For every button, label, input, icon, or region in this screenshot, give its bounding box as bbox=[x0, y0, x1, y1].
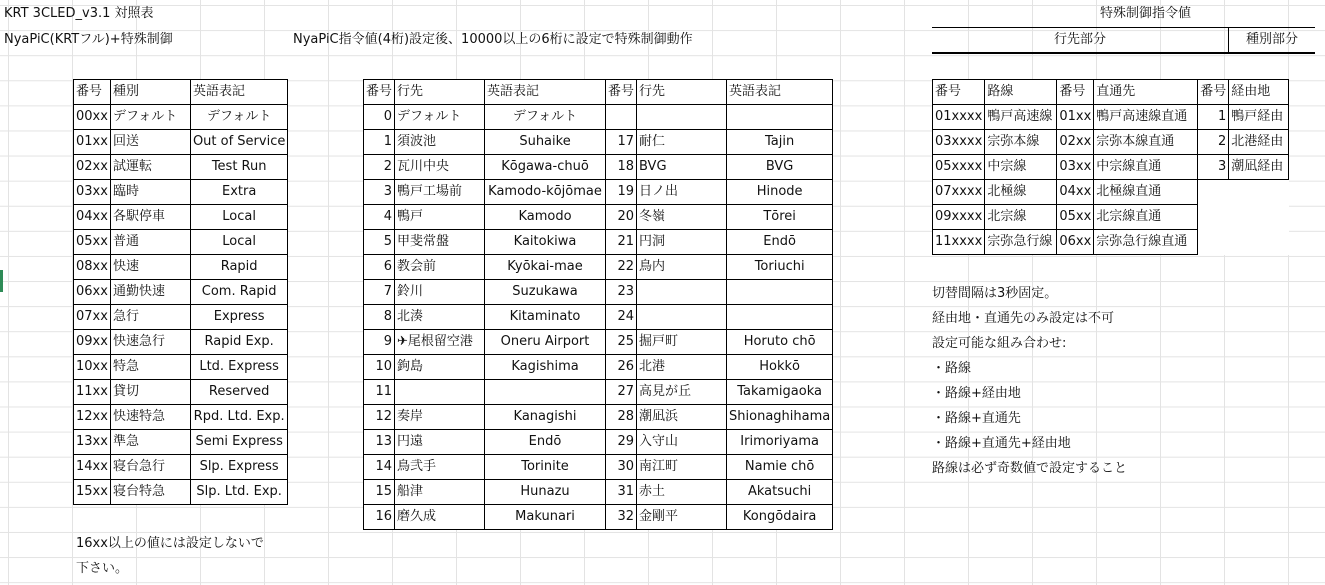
table-cell: 掘戸町 bbox=[637, 330, 727, 355]
table-cell: 快速特急 bbox=[110, 405, 190, 430]
table-cell bbox=[1229, 180, 1289, 205]
table-cell: Semi Express bbox=[190, 430, 287, 455]
table-cell: 各駅停車 bbox=[110, 205, 190, 230]
table-cell bbox=[727, 105, 833, 130]
type-note-line2: 下さい。 bbox=[76, 561, 129, 576]
table-cell: 04xx bbox=[74, 205, 111, 230]
table-cell: 鴨戸高速線 bbox=[985, 105, 1057, 130]
table-row bbox=[364, 255, 833, 280]
column-header: 番号 bbox=[74, 80, 111, 105]
table-row bbox=[364, 330, 833, 355]
table-cell: Kamodo bbox=[485, 205, 606, 230]
table-cell bbox=[637, 105, 727, 130]
table-cell: Kanagishi bbox=[485, 405, 606, 430]
table-cell: Test Run bbox=[190, 155, 287, 180]
table-cell: Hunazu bbox=[485, 480, 606, 505]
table-cell: 03xx bbox=[1057, 155, 1094, 180]
table-row bbox=[74, 380, 288, 405]
table-cell: 27 bbox=[606, 380, 637, 405]
table-cell bbox=[727, 280, 833, 305]
table-cell bbox=[637, 305, 727, 330]
table-row bbox=[364, 180, 833, 205]
column-header: 英語表記 bbox=[485, 80, 606, 105]
table-cell: 鈴川 bbox=[395, 280, 485, 305]
table-row bbox=[74, 430, 288, 455]
table-cell: 03xxxx bbox=[933, 130, 985, 155]
table-cell: 07xx bbox=[74, 305, 111, 330]
table-cell: 6 bbox=[364, 255, 395, 280]
table-cell: 2 bbox=[364, 155, 395, 180]
table-row bbox=[933, 105, 1289, 130]
table-cell: Kitaminato bbox=[485, 305, 606, 330]
table-cell: 甲斐常盤 bbox=[395, 230, 485, 255]
table-cell: 鴨戸工場前 bbox=[395, 180, 485, 205]
column-header: 行先 bbox=[637, 80, 727, 105]
special-type-label: 種別部分 bbox=[1245, 32, 1298, 47]
table-cell: 14 bbox=[364, 455, 395, 480]
table-cell: Out of Service bbox=[190, 130, 287, 155]
table-cell: 須波池 bbox=[395, 130, 485, 155]
table-cell: Slp. Ltd. Exp. bbox=[190, 480, 287, 505]
table-cell: 船津 bbox=[395, 480, 485, 505]
table-cell: Kongōdaira bbox=[727, 505, 833, 530]
table-cell: 北極線直通 bbox=[1094, 180, 1198, 205]
table-cell: 鴨戸高速線直通 bbox=[1094, 105, 1198, 130]
table-row bbox=[364, 205, 833, 230]
table-cell: Ltd. Express bbox=[190, 355, 287, 380]
table-cell: 寝台急行 bbox=[110, 455, 190, 480]
table-cell: 06xx bbox=[74, 280, 111, 305]
table-cell: デフォルト bbox=[395, 105, 485, 130]
table-row bbox=[74, 455, 288, 480]
destination-table bbox=[363, 79, 833, 530]
table-cell: 北宗線直通 bbox=[1094, 205, 1198, 230]
column-header: 英語表記 bbox=[190, 80, 287, 105]
row-marker bbox=[0, 270, 3, 292]
table-cell bbox=[637, 280, 727, 305]
table-cell: Kaitokiwa bbox=[485, 230, 606, 255]
table-cell: 24 bbox=[606, 305, 637, 330]
table-cell: 11 bbox=[364, 380, 395, 405]
table-cell: 潮凪浜 bbox=[637, 405, 727, 430]
table-cell: 09xx bbox=[74, 330, 111, 355]
table-cell: 23 bbox=[606, 280, 637, 305]
table-cell: Kamodo-kōjōmae bbox=[485, 180, 606, 205]
table-cell: 寝台特急 bbox=[110, 480, 190, 505]
table-cell: 宗弥急行線直通 bbox=[1094, 230, 1198, 255]
table-header-row bbox=[74, 80, 288, 105]
table-cell: ✈尾根留空港 bbox=[395, 330, 485, 355]
table-cell: 17 bbox=[606, 130, 637, 155]
table-row bbox=[74, 330, 288, 355]
note-line: ・路線+経由地 bbox=[932, 386, 1021, 401]
table-cell: Endō bbox=[727, 230, 833, 255]
table-cell: Horuto chō bbox=[727, 330, 833, 355]
table-cell: デフォルト bbox=[110, 105, 190, 130]
table-cell: 29 bbox=[606, 430, 637, 455]
table-row bbox=[364, 155, 833, 180]
column-header: 種別 bbox=[110, 80, 190, 105]
table-cell bbox=[1229, 205, 1289, 230]
table-cell: 貸切 bbox=[110, 380, 190, 405]
column-header: 経由地 bbox=[1229, 80, 1289, 105]
table-cell: 宗弥本線 bbox=[985, 130, 1057, 155]
table-row bbox=[74, 255, 288, 280]
table-cell: 赤土 bbox=[637, 480, 727, 505]
table-cell: Oneru Airport bbox=[485, 330, 606, 355]
table-cell: 12xx bbox=[74, 405, 111, 430]
table-cell: 鳥弐手 bbox=[395, 455, 485, 480]
table-row bbox=[364, 280, 833, 305]
table-cell: Reserved bbox=[190, 380, 287, 405]
table-row bbox=[74, 155, 288, 180]
column-header: 路線 bbox=[985, 80, 1057, 105]
table-cell: 宗弥本線直通 bbox=[1094, 130, 1198, 155]
table-cell: 北極線 bbox=[985, 180, 1057, 205]
table-header-row bbox=[364, 80, 833, 105]
table-row bbox=[74, 105, 288, 130]
table-cell: 回送 bbox=[110, 130, 190, 155]
table-cell: 15 bbox=[364, 480, 395, 505]
table-cell: Extra bbox=[190, 180, 287, 205]
table-cell bbox=[1198, 205, 1229, 230]
table-row bbox=[364, 305, 833, 330]
table-cell: 金剛平 bbox=[637, 505, 727, 530]
column-header: 英語表記 bbox=[727, 80, 833, 105]
table-cell: 07xxxx bbox=[933, 180, 985, 205]
column-header: 番号 bbox=[933, 80, 985, 105]
table-cell: Rpd. Ltd. Exp. bbox=[190, 405, 287, 430]
table-cell: 22 bbox=[606, 255, 637, 280]
table-cell: Endō bbox=[485, 430, 606, 455]
table-cell: 11xxxx bbox=[933, 230, 985, 255]
type-note-line1: 16xx以上の値には設定しないで bbox=[76, 536, 264, 551]
table-cell: 8 bbox=[364, 305, 395, 330]
table-cell: 鴨戸 bbox=[395, 205, 485, 230]
table-cell: 09xxxx bbox=[933, 205, 985, 230]
table-cell: Shionaghihama bbox=[727, 405, 833, 430]
table-cell: 04xx bbox=[1057, 180, 1094, 205]
table-cell: 02xx bbox=[74, 155, 111, 180]
table-cell: Irimoriyama bbox=[727, 430, 833, 455]
table-cell: 3 bbox=[1198, 155, 1229, 180]
table-cell: Namie chō bbox=[727, 455, 833, 480]
table-cell: 宗弥急行線 bbox=[985, 230, 1057, 255]
table-cell: 教会前 bbox=[395, 255, 485, 280]
table-row bbox=[933, 205, 1289, 230]
note-line: ・路線 bbox=[932, 361, 972, 376]
table-cell: デフォルト bbox=[485, 105, 606, 130]
column-header: 番号 bbox=[364, 80, 395, 105]
table-cell: 準急 bbox=[110, 430, 190, 455]
table-cell: 耐仁 bbox=[637, 130, 727, 155]
table-cell: 13xx bbox=[74, 430, 111, 455]
table-cell: 1 bbox=[364, 130, 395, 155]
table-cell: Makunari bbox=[485, 505, 606, 530]
note-line: 切替間隔は3秒固定。 bbox=[932, 286, 1058, 301]
table-cell: 28 bbox=[606, 405, 637, 430]
subtitle-mid: NyaPiC指令値(4桁)設定後、10000以上の6桁に設定で特殊制御動作 bbox=[293, 32, 693, 47]
table-cell: 北港経由 bbox=[1229, 130, 1289, 155]
table-cell: 5 bbox=[364, 230, 395, 255]
table-cell: デフォルト bbox=[190, 105, 287, 130]
table-cell: 試運転 bbox=[110, 155, 190, 180]
table-cell: 21 bbox=[606, 230, 637, 255]
table-cell: 01xxxx bbox=[933, 105, 985, 130]
table-cell bbox=[1198, 230, 1229, 255]
table-cell: 高見が丘 bbox=[637, 380, 727, 405]
table-cell: 普通 bbox=[110, 230, 190, 255]
column-header: 直通先 bbox=[1094, 80, 1198, 105]
table-cell: 潮凪経由 bbox=[1229, 155, 1289, 180]
table-cell: 13 bbox=[364, 430, 395, 455]
table-cell bbox=[727, 305, 833, 330]
table-cell: Slp. Express bbox=[190, 455, 287, 480]
note-line: 経由地・直通先のみ設定は不可 bbox=[932, 311, 1115, 326]
table-cell: 南江町 bbox=[637, 455, 727, 480]
table-row bbox=[933, 130, 1289, 155]
table-cell: 01xx bbox=[1057, 105, 1094, 130]
table-cell: 01xx bbox=[74, 130, 111, 155]
table-cell: Kyōkai-mae bbox=[485, 255, 606, 280]
table-cell: 00xx bbox=[74, 105, 111, 130]
table-cell: 北宗線 bbox=[985, 205, 1057, 230]
special-table bbox=[932, 79, 1289, 255]
table-cell: 05xx bbox=[1057, 205, 1094, 230]
table-row bbox=[74, 355, 288, 380]
table-cell: 日ノ出 bbox=[637, 180, 727, 205]
table-cell: 円遠 bbox=[395, 430, 485, 455]
table-cell: 鉤島 bbox=[395, 355, 485, 380]
table-cell: 06xx bbox=[1057, 230, 1094, 255]
table-header-row bbox=[933, 80, 1289, 105]
special-dest-label: 行先部分 bbox=[1053, 32, 1106, 47]
table-row bbox=[74, 280, 288, 305]
table-cell: 0 bbox=[364, 105, 395, 130]
table-cell: BVG bbox=[727, 155, 833, 180]
table-cell: 快速急行 bbox=[110, 330, 190, 355]
table-cell: 03xx bbox=[74, 180, 111, 205]
table-cell: Rapid bbox=[190, 255, 287, 280]
table-cell: 32 bbox=[606, 505, 637, 530]
table-cell: 臨時 bbox=[110, 180, 190, 205]
table-cell: 中宗線 bbox=[985, 155, 1057, 180]
table-cell: 快速 bbox=[110, 255, 190, 280]
table-cell: 30 bbox=[606, 455, 637, 480]
table-row bbox=[933, 155, 1289, 180]
table-row bbox=[933, 230, 1289, 255]
table-cell: Kōgawa-chuō bbox=[485, 155, 606, 180]
table-row bbox=[364, 230, 833, 255]
column-header: 番号 bbox=[606, 80, 637, 105]
table-cell bbox=[1198, 180, 1229, 205]
table-cell: 特急 bbox=[110, 355, 190, 380]
table-cell: 磨久成 bbox=[395, 505, 485, 530]
note-line: 設定可能な組み合わせ: bbox=[932, 336, 1067, 351]
table-row bbox=[364, 105, 833, 130]
table-row bbox=[74, 480, 288, 505]
table-row bbox=[364, 355, 833, 380]
table-cell: Takamigaoka bbox=[727, 380, 833, 405]
table-cell bbox=[485, 380, 606, 405]
sheet-title: KRT 3CLED_v3.1 対照表 bbox=[4, 6, 154, 21]
table-cell: 瓦川中央 bbox=[395, 155, 485, 180]
table-cell: 中宗線直通 bbox=[1094, 155, 1198, 180]
table-cell: 05xx bbox=[74, 230, 111, 255]
table-cell: 08xx bbox=[74, 255, 111, 280]
table-row bbox=[74, 180, 288, 205]
table-cell: Hinode bbox=[727, 180, 833, 205]
table-cell: Local bbox=[190, 230, 287, 255]
table-cell: 15xx bbox=[74, 480, 111, 505]
table-cell bbox=[1229, 230, 1289, 255]
table-cell: 4 bbox=[364, 205, 395, 230]
table-row bbox=[364, 430, 833, 455]
column-header: 番号 bbox=[1198, 80, 1229, 105]
table-cell: 急行 bbox=[110, 305, 190, 330]
table-cell: 10xx bbox=[74, 355, 111, 380]
table-row bbox=[74, 205, 288, 230]
table-cell: Toriuchi bbox=[727, 255, 833, 280]
table-cell: Kagishima bbox=[485, 355, 606, 380]
table-cell: 入守山 bbox=[637, 430, 727, 455]
subtitle-left: NyaPiC(KRTフル)+特殊制御 bbox=[4, 32, 173, 47]
table-row bbox=[364, 455, 833, 480]
table-cell: 05xxxx bbox=[933, 155, 985, 180]
table-cell: 19 bbox=[606, 180, 637, 205]
table-cell: Suzukawa bbox=[485, 280, 606, 305]
table-row bbox=[74, 405, 288, 430]
table-cell: 12 bbox=[364, 405, 395, 430]
table-row bbox=[933, 180, 1289, 205]
table-cell: Tajin bbox=[727, 130, 833, 155]
table-row bbox=[364, 130, 833, 155]
table-cell: 1 bbox=[1198, 105, 1229, 130]
table-cell: 冬嶺 bbox=[637, 205, 727, 230]
table-cell: 14xx bbox=[74, 455, 111, 480]
note-line: ・路線+直通先+経由地 bbox=[932, 436, 1071, 451]
table-cell: 25 bbox=[606, 330, 637, 355]
table-cell: 10 bbox=[364, 355, 395, 380]
table-cell: 鴨戸経由 bbox=[1229, 105, 1289, 130]
table-cell: Akatsuchi bbox=[727, 480, 833, 505]
table-cell: 16 bbox=[364, 505, 395, 530]
table-cell: BVG bbox=[637, 155, 727, 180]
table-cell: 11xx bbox=[74, 380, 111, 405]
table-cell: 通勤快速 bbox=[110, 280, 190, 305]
table-cell: 北港 bbox=[637, 355, 727, 380]
table-row bbox=[364, 505, 833, 530]
table-row bbox=[364, 480, 833, 505]
column-header: 番号 bbox=[1057, 80, 1094, 105]
table-cell: 奏岸 bbox=[395, 405, 485, 430]
special-header-bottom-line bbox=[932, 52, 1315, 54]
table-cell: Hokkō bbox=[727, 355, 833, 380]
special-title: 特殊制御指令値 bbox=[1100, 6, 1192, 21]
table-cell: Suhaike bbox=[485, 130, 606, 155]
table-row bbox=[364, 405, 833, 430]
table-cell: 3 bbox=[364, 180, 395, 205]
table-cell: 31 bbox=[606, 480, 637, 505]
table-cell bbox=[606, 105, 637, 130]
table-cell: Com. Rapid bbox=[190, 280, 287, 305]
table-cell: 02xx bbox=[1057, 130, 1094, 155]
note-line: ・路線+直通先 bbox=[932, 411, 1021, 426]
table-cell: 9 bbox=[364, 330, 395, 355]
table-row bbox=[74, 305, 288, 330]
special-header-top-line bbox=[932, 27, 1315, 28]
table-cell: Tōrei bbox=[727, 205, 833, 230]
table-row bbox=[74, 130, 288, 155]
table-cell: Rapid Exp. bbox=[190, 330, 287, 355]
table-cell: 2 bbox=[1198, 130, 1229, 155]
table-cell: 鳥内 bbox=[637, 255, 727, 280]
table-cell: 7 bbox=[364, 280, 395, 305]
table-cell: Torinite bbox=[485, 455, 606, 480]
column-header: 行先 bbox=[395, 80, 485, 105]
table-cell: Local bbox=[190, 205, 287, 230]
table-cell: Express bbox=[190, 305, 287, 330]
table-cell: 18 bbox=[606, 155, 637, 180]
table-cell: 北湊 bbox=[395, 305, 485, 330]
table-row bbox=[364, 380, 833, 405]
table-cell: 26 bbox=[606, 355, 637, 380]
type-table bbox=[73, 79, 288, 505]
table-cell: 20 bbox=[606, 205, 637, 230]
table-row bbox=[74, 230, 288, 255]
table-cell: 円洞 bbox=[637, 230, 727, 255]
note-line: 路線は必ず奇数値で設定すること bbox=[932, 461, 1128, 476]
table-cell bbox=[395, 380, 485, 405]
